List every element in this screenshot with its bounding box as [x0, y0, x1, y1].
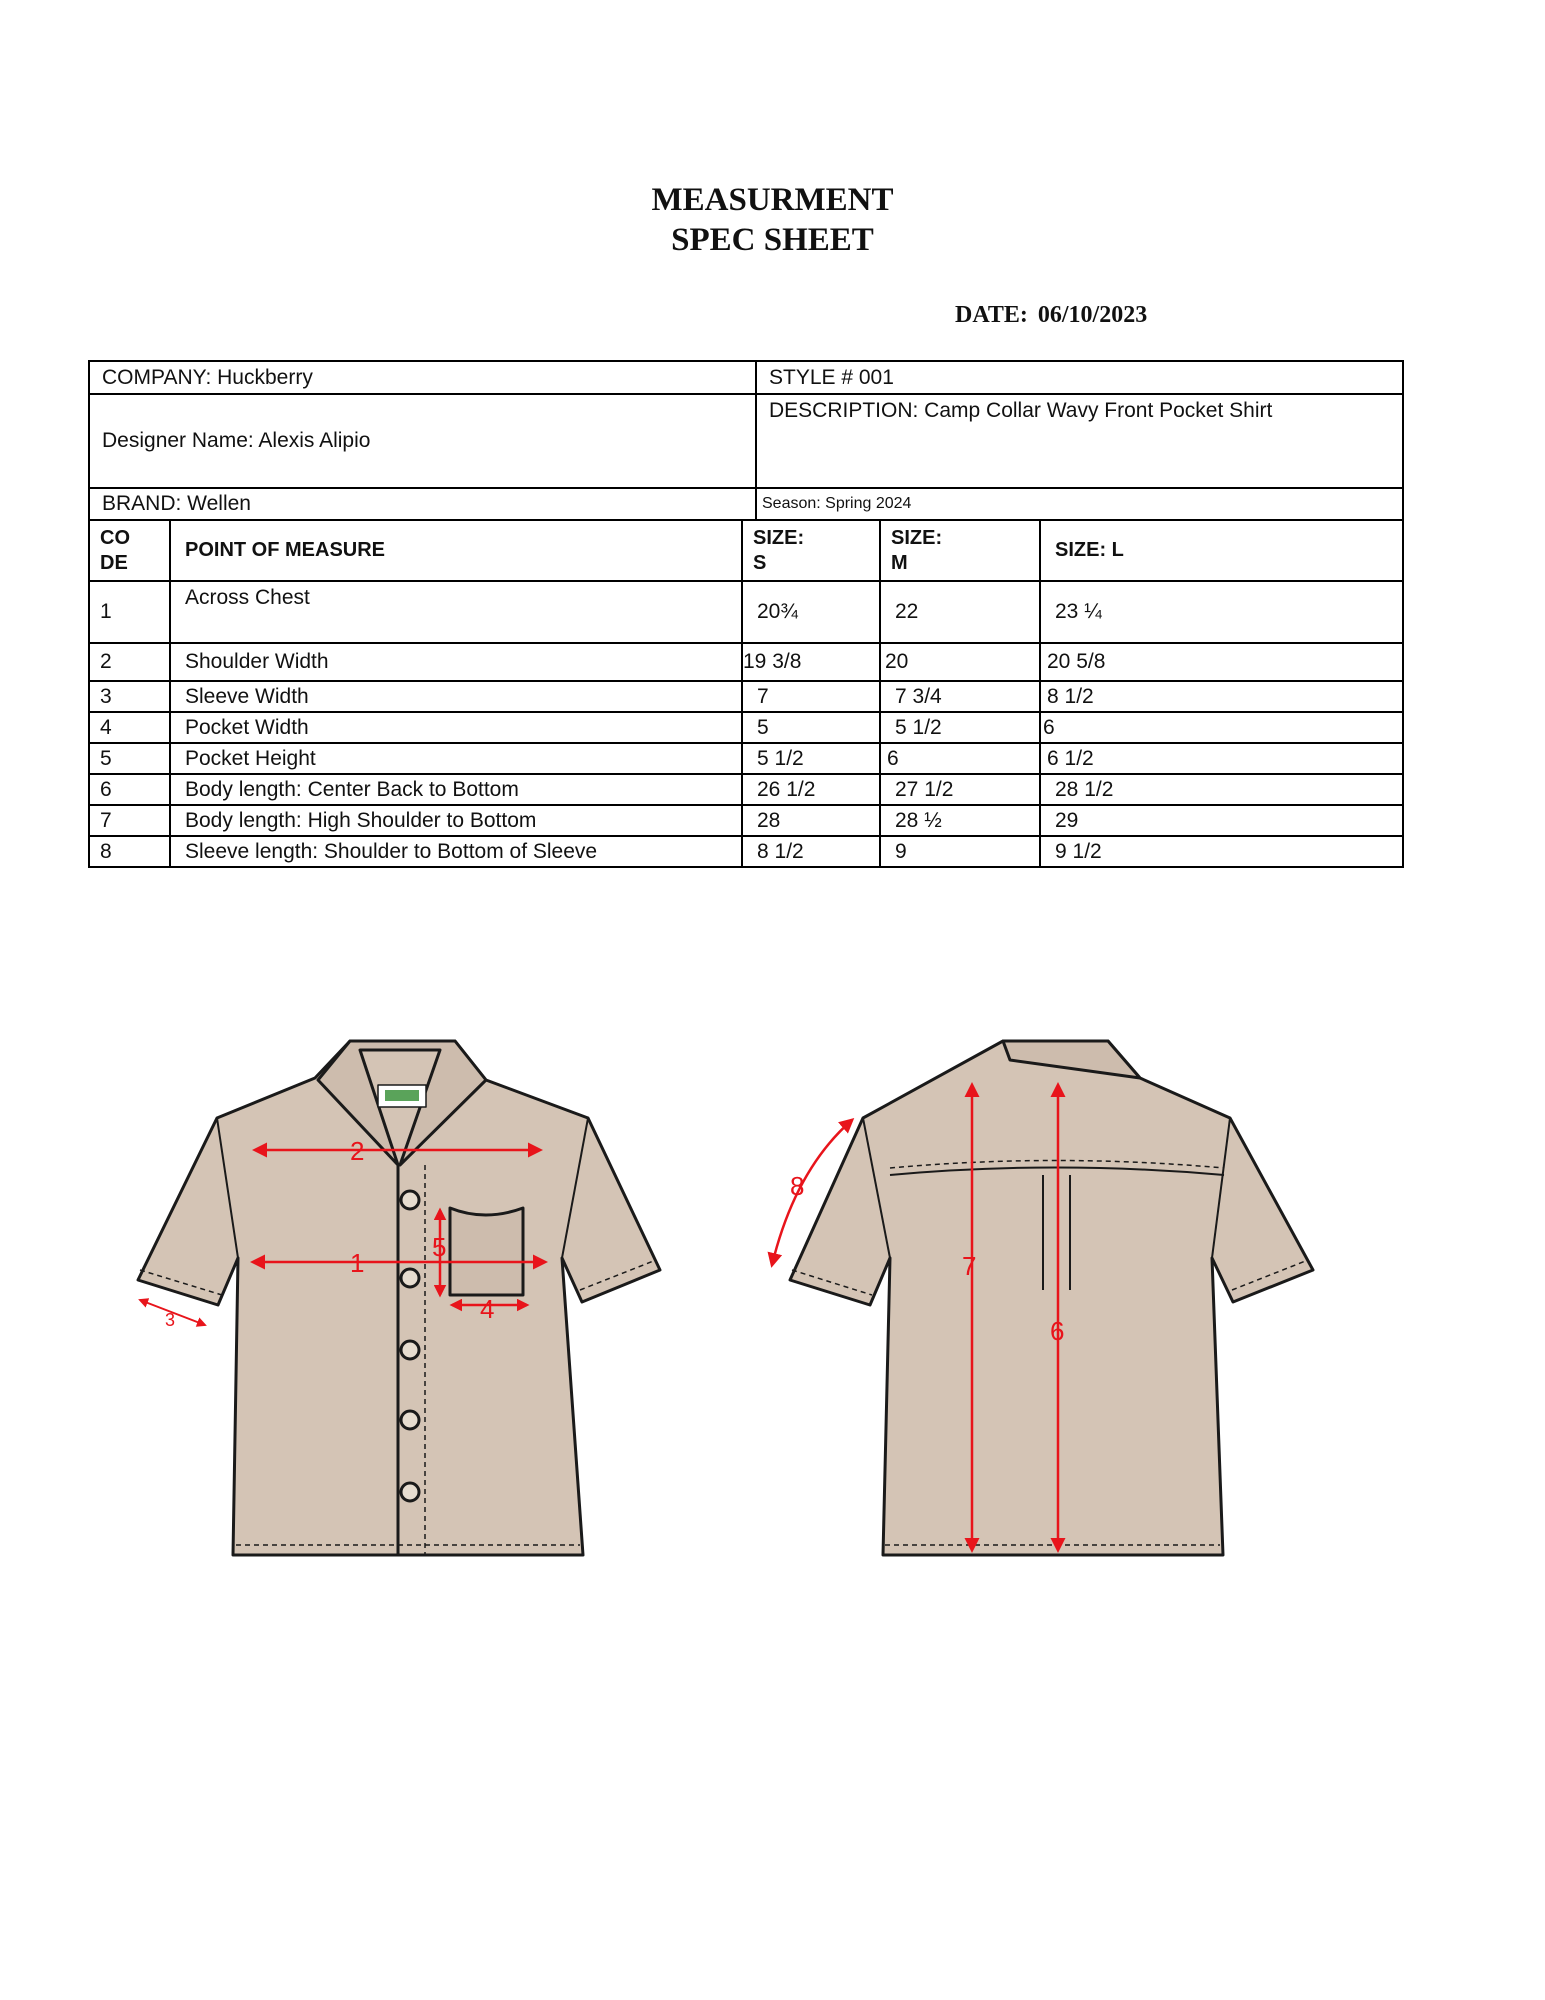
pom-cell: Pocket Width: [170, 712, 742, 743]
size-l-cell: 6 1/2: [1040, 743, 1403, 774]
size-s-cell: 20¾: [742, 581, 880, 643]
header-size-s: SIZE: S: [742, 520, 880, 581]
size-s-cell: 19 3/8: [742, 643, 880, 681]
shirt-flat-sketches: [0, 1000, 1545, 1600]
title-line-1: MEASURMENT: [651, 182, 894, 218]
front-shirt-sketch: [138, 1041, 660, 1555]
header-size-l: SIZE: L: [1040, 520, 1403, 581]
brand-cell: BRAND: Wellen: [89, 488, 756, 520]
page-title: [0, 180, 1545, 260]
code-cell: 4: [89, 712, 170, 743]
code-cell: 3: [89, 681, 170, 712]
size-l-cell: 20 5/8: [1040, 643, 1403, 681]
label-2: 2: [350, 1136, 365, 1166]
front-pocket: [450, 1208, 523, 1295]
size-m-cell: 7 3/4: [880, 681, 1040, 712]
info-table: [88, 360, 1404, 521]
size-m-cell: 22: [880, 581, 1040, 643]
spec-header-row: [89, 520, 1403, 581]
size-m-cell: 9: [880, 836, 1040, 867]
table-row: [89, 712, 1403, 743]
size-m-cell: 6: [880, 743, 1040, 774]
size-m-cell: 20: [880, 643, 1040, 681]
button: [401, 1269, 419, 1287]
size-m-cell: 28 ½: [880, 805, 1040, 836]
table-row: [89, 805, 1403, 836]
button: [401, 1483, 419, 1501]
size-l-cell: 9 1/2: [1040, 836, 1403, 867]
label-7: 7: [962, 1251, 977, 1281]
description-cell: DESCRIPTION: Camp Collar Wavy Front Pocket Shirt: [756, 394, 1403, 488]
date-line: [955, 302, 1147, 329]
title-line-2: SPEC SHEET: [671, 222, 874, 258]
pom-cell: Pocket Height: [170, 743, 742, 774]
button: [401, 1341, 419, 1359]
label-5: 5: [432, 1232, 447, 1262]
header-pom: POINT OF MEASURE: [170, 520, 742, 581]
pom-cell: Body length: Center Back to Bottom: [170, 774, 742, 805]
size-l-cell: 8 1/2: [1040, 681, 1403, 712]
code-cell: 8: [89, 836, 170, 867]
code-cell: 6: [89, 774, 170, 805]
back-body: [790, 1041, 1313, 1555]
company-cell: COMPANY: Huckberry: [89, 361, 756, 394]
size-l-cell: 29: [1040, 805, 1403, 836]
size-s-cell: 5 1/2: [742, 743, 880, 774]
size-m-cell: 27 1/2: [880, 774, 1040, 805]
pom-cell: Shoulder Width: [170, 643, 742, 681]
spec-table: [88, 519, 1404, 868]
size-m-cell: 5 1/2: [880, 712, 1040, 743]
button: [401, 1411, 419, 1429]
pom-cell: Sleeve length: Shoulder to Bottom of Sleeve: [170, 836, 742, 867]
date-value: 06/10/2023: [1037, 302, 1148, 328]
size-s-cell: 8 1/2: [742, 836, 880, 867]
label-8: 8: [790, 1171, 805, 1201]
code-cell: 1: [89, 581, 170, 643]
style-cell: STYLE # 001: [756, 361, 1403, 394]
code-cell: 7: [89, 805, 170, 836]
table-row: [89, 681, 1403, 712]
label-4: 4: [480, 1294, 495, 1324]
pom-cell: Body length: High Shoulder to Bottom: [170, 805, 742, 836]
brand-label-mark: [385, 1090, 419, 1101]
designer-cell: Designer Name: Alexis Alipio: [89, 394, 756, 488]
table-row: [89, 643, 1403, 681]
table-row: [89, 774, 1403, 805]
size-l-cell: 6: [1040, 712, 1403, 743]
size-s-cell: 5: [742, 712, 880, 743]
size-s-cell: 26 1/2: [742, 774, 880, 805]
header-code: CO DE: [89, 520, 170, 581]
table-row: [89, 743, 1403, 774]
label-3: 3: [165, 1310, 176, 1330]
label-6: 6: [1050, 1316, 1065, 1346]
table-row: [89, 581, 1403, 643]
pom-cell: Across Chest: [170, 581, 742, 643]
code-cell: 5: [89, 743, 170, 774]
size-l-cell: 23 ¼: [1040, 581, 1403, 643]
header-size-m: SIZE: M: [880, 520, 1040, 581]
back-shirt-sketch: [790, 1041, 1313, 1555]
button: [401, 1191, 419, 1209]
table-row: [89, 836, 1403, 867]
size-s-cell: 28: [742, 805, 880, 836]
date-label: DATE:: [955, 302, 1028, 328]
code-cell: 2: [89, 643, 170, 681]
season-cell: Season: Spring 2024: [756, 488, 1403, 520]
pom-cell: Sleeve Width: [170, 681, 742, 712]
label-1: 1: [350, 1248, 365, 1278]
size-l-cell: 28 1/2: [1040, 774, 1403, 805]
size-s-cell: 7: [742, 681, 880, 712]
